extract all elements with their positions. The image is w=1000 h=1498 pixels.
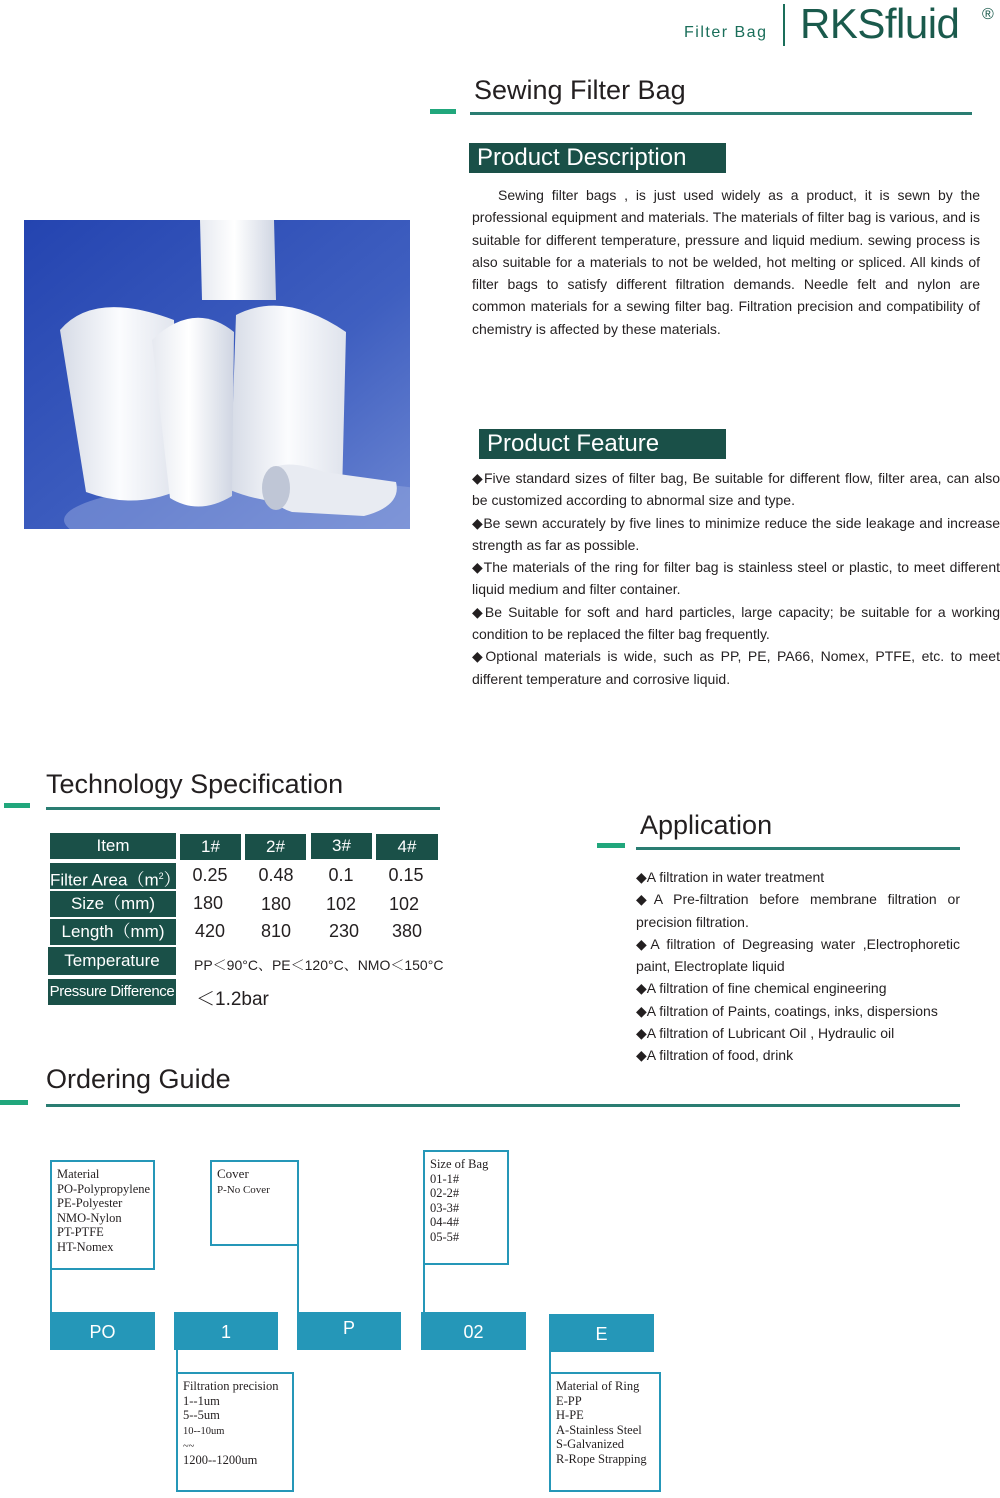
ring-options-box: Material of Ring E-PP H-PE A-Stainless Steel S-Galvanized R-Rope Strapping	[549, 1372, 661, 1492]
page-title: Sewing Filter Bag	[474, 75, 686, 105]
feature-item: ◆ Be Suitable for soft and hard particles, large capacity; be suitable for a working condition to be replaced the filter bag frequently.	[472, 601, 1000, 646]
feature-item: ◆ Optional materials is wide, such as PP, PE, PA66, Nomex, PTFE, etc. to meet different temperature and corrosive liquid.	[472, 645, 1000, 690]
spec-length-3: 230	[328, 921, 360, 941]
spec-col-1: 1#	[180, 834, 241, 860]
code-ring: E	[549, 1314, 654, 1352]
application-item: ◆ A filtration of Degreasing water ,Electrophoretic paint, Electroplate liquid	[636, 933, 960, 978]
precision-options-box: Filtration precision 1--1um 5--5um 10--10um ~~ 1200--1200um	[176, 1372, 294, 1492]
connector-precision	[176, 1350, 178, 1374]
spec-temperature-label: Temperature	[48, 947, 176, 975]
application-heading: Application	[640, 810, 773, 840]
material-options-box: Material PO-Polypropylene PE-Polyester NMO-Nylon PT-PTFE HT-Nomex	[50, 1160, 155, 1270]
application-item: ◆ A filtration of Lubricant Oil , Hydraulic oil	[636, 1022, 960, 1044]
connector-material	[50, 1270, 52, 1312]
spec-filter-area-1: 0.25	[192, 865, 228, 885]
spec-underline	[46, 807, 440, 810]
spec-col-2: 2#	[245, 834, 306, 860]
spec-length-2: 810	[260, 921, 292, 941]
connector-cover	[297, 1246, 299, 1312]
ordering-heading: Ordering Guide	[46, 1064, 231, 1094]
application-underline	[636, 847, 960, 850]
code-cover: P	[297, 1312, 401, 1350]
spec-size-1: 180	[192, 893, 224, 913]
spec-filter-area-label: Filter $Area(m^2)$	[50, 863, 176, 889]
spec-length-4: 380	[391, 921, 423, 941]
ordering-accent-dash	[0, 1100, 28, 1105]
application-item: ◆ A filtration in water treatment	[636, 866, 960, 888]
feature-item: ◆ The materials of the ring for filter bag is stainless steel or plastic, to meet different liquid medium and filter container.	[472, 556, 1000, 601]
feature-list	[472, 467, 1000, 690]
cover-options-box: Cover P-No Cover	[210, 1160, 299, 1246]
application-item: ◆ A filtration of food, drink	[636, 1044, 960, 1066]
spec-size-label: Size（mm)	[50, 891, 176, 917]
feature-heading: Product Feature	[479, 429, 726, 459]
spec-heading: Technology Specification	[46, 769, 344, 799]
filter-bags-photo	[24, 220, 410, 529]
feature-item: ◆ Be sewn accurately by five lines to minimize reduce the side leakage and increase strength as far as possible.	[472, 512, 1000, 557]
application-list	[636, 866, 960, 1067]
spec-pressure-value: ＜1.2bar	[196, 989, 269, 1010]
description-text	[472, 184, 980, 340]
code-size: 02	[421, 1312, 526, 1350]
size-options-box: Size of Bag 01-1# 02-2# 03-3# 04-4# 05-5#	[423, 1150, 509, 1265]
spec-size-2: 180	[260, 894, 292, 914]
title-accent-dash	[430, 109, 456, 114]
spec-item-header: Item	[50, 833, 176, 859]
spec-accent-dash	[4, 803, 30, 808]
title-underline	[470, 112, 972, 115]
spec-pressure-label: Pressure Difference	[48, 979, 176, 1005]
spec-temperature-value: PP＜90°C、PE＜120°C、NMO＜150°C	[194, 957, 444, 973]
description-heading: Product Description	[469, 143, 726, 173]
description-paragraph: Sewing filter bags , is just used widely as a product, it is sewn by the professional equipment and materials. The materials of filter bag is various, and is suitable for different temperature, pressure and liquid medium. sewing process is also suitable for a materials to not be welded, hot melting or spliced. All kinds of filter bags to satisfy different filtration demands. Needle felt and nylon are common materials for a sewing filter bag. Filtration precision and compatibility of chemistry is affected by these materials.	[472, 187, 980, 337]
spec-size-3: 102	[325, 894, 357, 914]
brand-logo: RKSfluid	[800, 0, 960, 47]
ordering-underline	[46, 1104, 960, 1107]
application-item: ◆ A Pre-filtration before membrane filtration or precision filtration.	[636, 888, 960, 933]
feature-item: ◆ Five standard sizes of filter bag, Be suitable for different flow, filter area, can also be customized according to abnormal size and type.	[472, 467, 1000, 512]
brand-divider	[783, 4, 785, 46]
application-item: ◆ A filtration of fine chemical engineering	[636, 977, 960, 999]
application-accent-dash	[597, 843, 625, 848]
code-precision: 1	[174, 1312, 278, 1350]
connector-ring	[549, 1352, 551, 1374]
spec-col-3: 3#	[311, 833, 372, 859]
filter-bags-illustration	[24, 220, 410, 529]
spec-filter-area-2: 0.48	[258, 865, 294, 885]
registered-mark: ®	[982, 6, 994, 23]
brand-tagline: Filter Bag	[684, 24, 768, 41]
spec-length-label: Length（mm)	[50, 919, 176, 945]
spec-filter-area-3: 0.1	[328, 865, 354, 885]
code-material: PO	[50, 1312, 155, 1350]
spec-length-1: 420	[194, 921, 226, 941]
spec-size-4: 102	[388, 894, 420, 914]
spec-filter-area-4: 0.15	[388, 865, 424, 885]
connector-size	[423, 1265, 425, 1312]
spec-col-4: 4#	[376, 834, 438, 860]
application-item: ◆ A filtration of Paints, coatings, inks, dispersions	[636, 1000, 960, 1022]
